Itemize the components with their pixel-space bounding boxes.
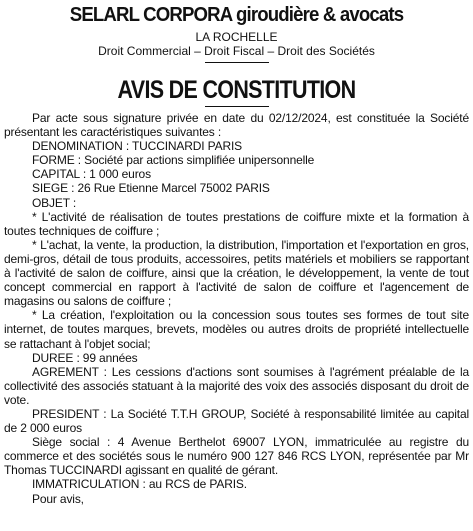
notice-paragraph: SIEGE : 26 Rue Etienne Marcel 75002 PARIS bbox=[32, 181, 270, 196]
header-divider bbox=[205, 62, 269, 63]
notice-paragraph: AGREMENT : Les cessions d'actions sont soumises à l'agrément préalable de la collectivité des associés statuant à la majorité des voix des associés disposant du droit de vote. bbox=[4, 364, 469, 407]
notice-body bbox=[4, 111, 469, 506]
firm-name: SELARL CORPORA giroudière & avocats bbox=[69, 4, 404, 26]
notice-paragraph: PRESIDENT : La Société T.T.H GROUP, Société à responsabilité limitée au capital de 2 000 euros bbox=[4, 406, 469, 436]
notice-paragraph: Siège social : 4 Avenue Berthelot 69007 LYON, immatriculée au registre du commerce et des sociétés sous le numéro 900 127 846 RCS LYON, représentée par Mr Thomas TUCCINARDI agissant en qualité de gérant. bbox=[4, 435, 469, 478]
notice-paragraph: Par acte sous signature privée en date du 02/12/2024, est constituée la Société présentant les caractéristiques suivantes : bbox=[4, 111, 469, 140]
notice-paragraph: * L'activité de réalisation de toutes prestations de coiffure mixte et la formation à toutes techniques de coiffure ; bbox=[4, 209, 469, 238]
notice-paragraph: DUREE : 99 années bbox=[32, 350, 138, 365]
title-divider bbox=[205, 106, 269, 107]
notice-paragraph: FORME : Société par actions simplifiée unipersonnelle bbox=[32, 153, 315, 168]
notice-paragraph: * L'achat, la vente, la production, la distribution, l'importation et l'exportation en gros, demi-gros, détail de tous produits, accessoires, petits matériels et mobiliers se rapportant à l'activité de salon de coiffure, ainsi que la création, le développement, la vente de tout concept commercial en rapport à l'activité de salon de coiffure et l'agencement de magasins ou salons de coiffure ; bbox=[4, 237, 469, 309]
notice-paragraph: * La création, l'exploitation ou la concession sous toutes ses formes de tout site internet, de toutes marques, brevets, modèles ou autres droits de propriété intellectuelle se rattachant à l'objet social; bbox=[4, 308, 469, 351]
notice-title: AVIS DE CONSTITUTION bbox=[117, 76, 356, 104]
notice-paragraph: OBJET : bbox=[32, 195, 77, 210]
firm-specialties: Droit Commercial – Droit Fiscal – Droit des Sociétés bbox=[98, 44, 375, 58]
notice-paragraph: CAPITAL : 1 000 euros bbox=[32, 167, 151, 182]
notice-paragraph: Pour avis, bbox=[32, 491, 84, 506]
firm-city: LA ROCHELLE bbox=[195, 30, 278, 44]
notice-paragraph: IMMATRICULATION : au RCS de PARIS. bbox=[32, 477, 247, 492]
notice-paragraph: DENOMINATION : TUCCINARDI PARIS bbox=[32, 139, 243, 154]
